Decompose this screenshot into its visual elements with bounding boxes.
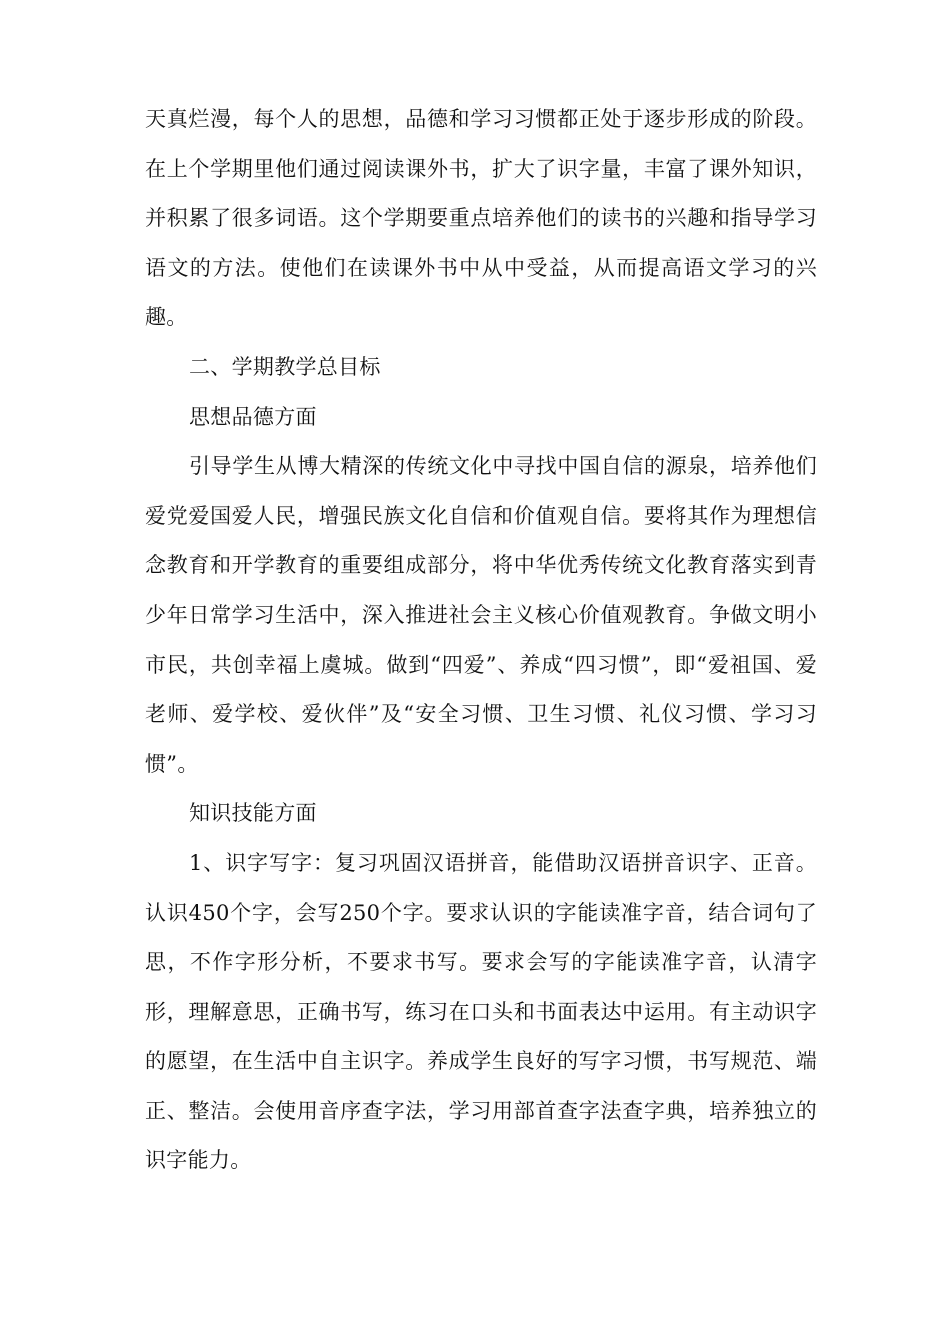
subheading-knowledge-skills: 知识技能方面 <box>189 801 317 826</box>
section-heading-semester-goals: 二、学期教学总目标 <box>189 354 381 379</box>
paragraph-intro-continued: 天真烂漫，每个人的思想，品德和学习习惯都正处于逐步形成的阶段。在上个学期里他们通过阅读课外书，扩大了识字量，丰富了课外知识，并积累了很多词语。这个学期要重点培养他们的读书的兴趣和指导学习语文的方法。使他们在读课外书中从中受益，从而提高语文学习的兴趣。 <box>145 107 817 330</box>
paragraph-literacy-writing: 1、识字写字：复习巩固汉语拼音，能借助汉语拼音识字、正音。认识450个字，会写250个字。要求认识的字能读准字音，结合词句了思，不作字形分析，不要求书写。要求会写的字能读准字音，认清字形，理解意思，正确书写，练习在口头和书面表达中运用。有主动识字的愿望，在生活中自主识字。养成学生良好的写字习惯，书写规范、端正、整洁。会使用音序查字法，学习用部首查字法查字典，培养独立的识字能力。 <box>145 850 817 1173</box>
subheading-moral-education: 思想品德方面 <box>189 404 317 429</box>
document-page <box>145 95 817 1186</box>
paragraph-moral-education: 引导学生从博大精深的传统文化中寻找中国自信的源泉，培养他们爱党爱国爱人民，增强民族文化自信和价值观自信。要将其作为理想信念教育和开学教育的重要组成部分，将中华优秀传统文化教育落实到青少年日常学习生活中，深入推进社会主义核心价值观教育。争做文明小市民，共创幸福上虞城。做到“四爱”、养成“四习惯”，即“爱祖国、爱老师、爱学校、爱伙伴”及“安全习惯、卫生习惯、礼仪习惯、学习习惯”。 <box>145 454 817 776</box>
